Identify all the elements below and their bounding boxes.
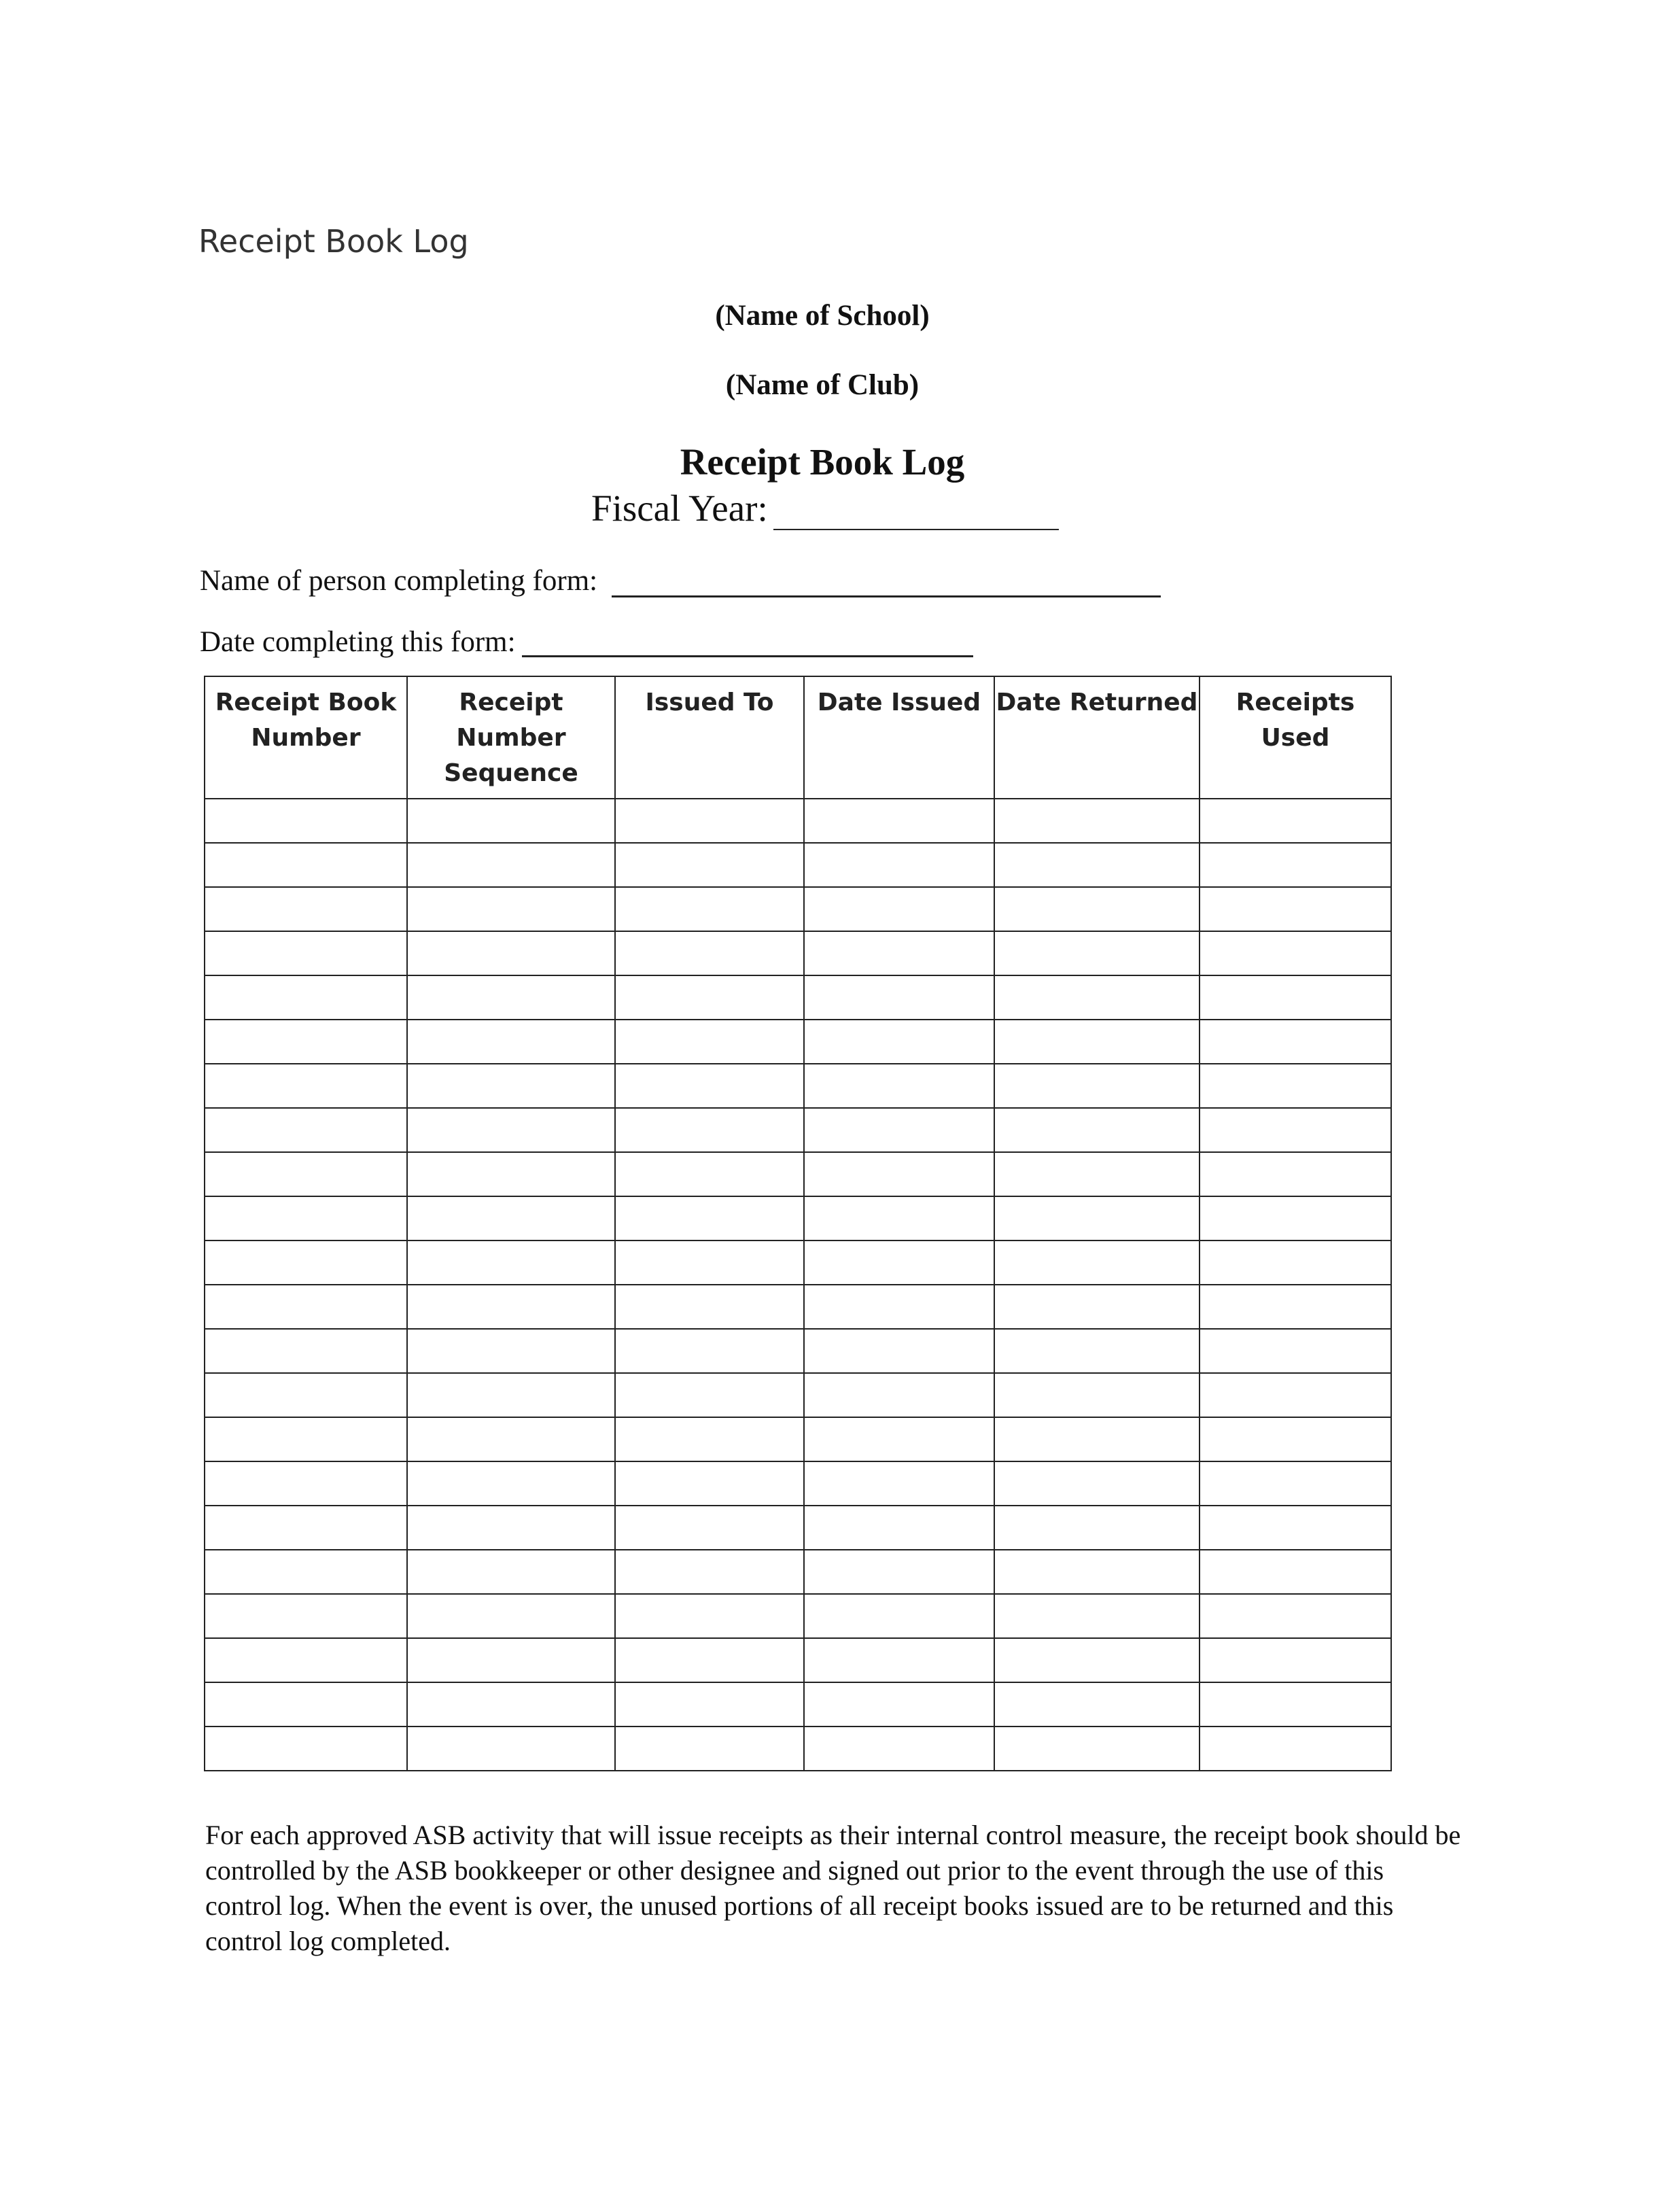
table-row <box>205 1329 1391 1373</box>
table-cell[interactable] <box>407 1506 615 1550</box>
receipt-log-table <box>204 676 1392 1771</box>
table-cell[interactable] <box>407 1152 615 1196</box>
table-cell[interactable] <box>804 931 994 975</box>
table-cell[interactable] <box>615 1417 804 1461</box>
table-cell[interactable] <box>804 1020 994 1064</box>
table-cell[interactable] <box>994 1064 1200 1108</box>
table-cell[interactable] <box>407 799 615 843</box>
table-cell[interactable] <box>407 975 615 1020</box>
table-cell[interactable] <box>205 843 407 887</box>
table-cell[interactable] <box>205 931 407 975</box>
table-cell[interactable] <box>804 1594 994 1638</box>
table-row <box>205 1241 1391 1285</box>
column-header-receipt-book-number: Receipt Book Number <box>205 676 407 799</box>
table-cell[interactable] <box>1200 887 1391 931</box>
table-row <box>205 1285 1391 1329</box>
table-cell[interactable] <box>1200 1241 1391 1285</box>
table-row <box>205 1550 1391 1594</box>
table-cell[interactable] <box>1200 1417 1391 1461</box>
table-cell[interactable] <box>1200 1285 1391 1329</box>
table-cell[interactable] <box>804 1461 994 1506</box>
table-cell[interactable] <box>205 1373 407 1417</box>
table-cell[interactable] <box>407 1241 615 1285</box>
table-cell[interactable] <box>407 1638 615 1682</box>
table-cell[interactable] <box>407 1020 615 1064</box>
date-completing-label: Date completing this form: <box>200 626 516 658</box>
table-cell[interactable] <box>804 1064 994 1108</box>
table-cell[interactable] <box>205 1196 407 1241</box>
table-row <box>205 887 1391 931</box>
table-cell[interactable] <box>205 1727 407 1771</box>
fiscal-year-label: Fiscal Year: <box>591 487 768 529</box>
table-cell[interactable] <box>205 1594 407 1638</box>
document-label: Receipt Book Log <box>198 223 469 260</box>
person-completing-label: Name of person completing form: <box>200 565 598 597</box>
table-cell[interactable] <box>804 1329 994 1373</box>
table-cell[interactable] <box>407 1064 615 1108</box>
table-cell[interactable] <box>205 1417 407 1461</box>
table-cell[interactable] <box>1200 1727 1391 1771</box>
table-cell[interactable] <box>205 1506 407 1550</box>
table-cell[interactable] <box>407 1461 615 1506</box>
column-header-issued-to: Issued To <box>615 676 804 799</box>
table-cell[interactable] <box>994 1241 1200 1285</box>
table-cell[interactable] <box>1200 1064 1391 1108</box>
table-cell[interactable] <box>994 1108 1200 1152</box>
table-cell[interactable] <box>205 1285 407 1329</box>
table-cell[interactable] <box>615 1108 804 1152</box>
table-cell[interactable] <box>205 1550 407 1594</box>
table-cell[interactable] <box>615 1682 804 1727</box>
table-cell[interactable] <box>804 1373 994 1417</box>
person-completing-field[interactable] <box>612 595 1161 597</box>
table-cell[interactable] <box>994 1594 1200 1638</box>
table-cell[interactable] <box>994 1461 1200 1506</box>
table-row <box>205 1108 1391 1152</box>
table-row <box>205 843 1391 887</box>
table-cell[interactable] <box>1200 1550 1391 1594</box>
table-row <box>205 799 1391 843</box>
table-cell[interactable] <box>994 1727 1200 1771</box>
table-row <box>205 1064 1391 1108</box>
table-cell[interactable] <box>205 1108 407 1152</box>
page-title: Receipt Book Log <box>680 441 965 483</box>
table-cell[interactable] <box>615 975 804 1020</box>
table-cell[interactable] <box>804 799 994 843</box>
table-cell[interactable] <box>994 843 1200 887</box>
table-cell[interactable] <box>205 1682 407 1727</box>
table-cell[interactable] <box>1200 799 1391 843</box>
table-cell[interactable] <box>804 1682 994 1727</box>
table-cell[interactable] <box>615 931 804 975</box>
table-cell[interactable] <box>1200 843 1391 887</box>
table-cell[interactable] <box>804 1241 994 1285</box>
table-cell[interactable] <box>615 1594 804 1638</box>
table-cell[interactable] <box>205 1241 407 1285</box>
table-cell[interactable] <box>205 1020 407 1064</box>
fiscal-year-field[interactable] <box>773 529 1059 530</box>
table-cell[interactable] <box>615 1241 804 1285</box>
table-cell[interactable] <box>615 1196 804 1241</box>
table-cell[interactable] <box>615 1020 804 1064</box>
table-cell[interactable] <box>994 1152 1200 1196</box>
table-cell[interactable] <box>994 1506 1200 1550</box>
table-cell[interactable] <box>615 1638 804 1682</box>
table-cell[interactable] <box>615 1461 804 1506</box>
table-cell[interactable] <box>205 975 407 1020</box>
table-cell[interactable] <box>615 1064 804 1108</box>
column-header-date-returned: Date Returned <box>994 676 1200 799</box>
table-row <box>205 1682 1391 1727</box>
club-name: (Name of Club) <box>725 369 920 401</box>
table-cell[interactable] <box>1200 1373 1391 1417</box>
table-cell[interactable] <box>615 887 804 931</box>
table-cell[interactable] <box>994 1020 1200 1064</box>
table-cell[interactable] <box>615 1152 804 1196</box>
table-cell[interactable] <box>615 799 804 843</box>
table-cell[interactable] <box>804 1108 994 1152</box>
table-cell[interactable] <box>1200 1638 1391 1682</box>
table-cell[interactable] <box>615 1373 804 1417</box>
table-cell[interactable] <box>1200 1329 1391 1373</box>
table-cell[interactable] <box>994 887 1200 931</box>
table-cell[interactable] <box>615 1506 804 1550</box>
table-cell[interactable] <box>615 1285 804 1329</box>
table-cell[interactable] <box>994 931 1200 975</box>
column-header-receipts-used: Receipts Used <box>1200 676 1391 799</box>
table-cell[interactable] <box>994 1329 1200 1373</box>
table-row <box>205 975 1391 1020</box>
table-cell[interactable] <box>205 1152 407 1196</box>
table-cell[interactable] <box>407 1285 615 1329</box>
table-cell[interactable] <box>407 1373 615 1417</box>
table-cell[interactable] <box>804 1152 994 1196</box>
table-cell[interactable] <box>994 1550 1200 1594</box>
table-cell[interactable] <box>407 1550 615 1594</box>
table-row <box>205 1594 1391 1638</box>
table-cell[interactable] <box>407 887 615 931</box>
table-cell[interactable] <box>994 1682 1200 1727</box>
table-cell[interactable] <box>1200 1152 1391 1196</box>
table-cell[interactable] <box>407 1108 615 1152</box>
table-row <box>205 1461 1391 1506</box>
table-cell[interactable] <box>804 1727 994 1771</box>
table-cell[interactable] <box>205 1064 407 1108</box>
table-cell[interactable] <box>1200 1594 1391 1638</box>
table-cell[interactable] <box>1200 931 1391 975</box>
table-cell[interactable] <box>205 1638 407 1682</box>
table-row <box>205 1417 1391 1461</box>
table-cell[interactable] <box>994 1417 1200 1461</box>
table-header-row <box>205 676 1391 799</box>
table-row <box>205 1152 1391 1196</box>
column-header-date-issued: Date Issued <box>804 676 994 799</box>
table-cell[interactable] <box>1200 975 1391 1020</box>
table-row <box>205 1727 1391 1771</box>
table-cell[interactable] <box>615 1727 804 1771</box>
table-cell[interactable] <box>407 1196 615 1241</box>
table-cell[interactable] <box>615 1550 804 1594</box>
table-cell[interactable] <box>994 975 1200 1020</box>
table-cell[interactable] <box>804 975 994 1020</box>
table-cell[interactable] <box>1200 1682 1391 1727</box>
table-cell[interactable] <box>994 1196 1200 1241</box>
table-cell[interactable] <box>205 887 407 931</box>
table-cell[interactable] <box>615 1329 804 1373</box>
table-cell[interactable] <box>205 1329 407 1373</box>
table-row <box>205 931 1391 975</box>
table-cell[interactable] <box>804 1506 994 1550</box>
table-cell[interactable] <box>1200 1020 1391 1064</box>
date-completing-field[interactable] <box>522 655 973 657</box>
table-cell[interactable] <box>407 1594 615 1638</box>
table-cell[interactable] <box>994 1285 1200 1329</box>
table-cell[interactable] <box>205 1461 407 1506</box>
table-row <box>205 1638 1391 1682</box>
table-cell[interactable] <box>804 1196 994 1241</box>
table-cell[interactable] <box>407 1329 615 1373</box>
table-cell[interactable] <box>205 799 407 843</box>
table-row <box>205 1196 1391 1241</box>
table-cell[interactable] <box>407 1682 615 1727</box>
table-cell[interactable] <box>804 1417 994 1461</box>
table-cell[interactable] <box>804 887 994 931</box>
instructions-paragraph: For each approved ASB activity that will issue receipts as their internal control measure, the receipt book should be controlled by the ASB bookkeeper or other designee and signed out prior to the event through the use of this control log. When the event is over, the unused portions of all receipt books issued are to be returned and this control log completed. <box>205 1820 1461 1956</box>
table-cell[interactable] <box>407 843 615 887</box>
table-cell[interactable] <box>994 799 1200 843</box>
table-cell[interactable] <box>804 843 994 887</box>
column-header-receipt-number-sequence: Receipt Number Sequence <box>407 676 615 799</box>
table-cell[interactable] <box>804 1285 994 1329</box>
table-cell[interactable] <box>1200 1506 1391 1550</box>
table-row <box>205 1506 1391 1550</box>
table-cell[interactable] <box>615 843 804 887</box>
table-row <box>205 1373 1391 1417</box>
table-cell[interactable] <box>407 931 615 975</box>
table-cell[interactable] <box>1200 1108 1391 1152</box>
table-cell[interactable] <box>804 1550 994 1594</box>
table-row <box>205 1020 1391 1064</box>
table-cell[interactable] <box>1200 1196 1391 1241</box>
table-cell[interactable] <box>407 1727 615 1771</box>
school-name: (Name of School) <box>715 300 930 332</box>
table-cell[interactable] <box>1200 1461 1391 1506</box>
table-cell[interactable] <box>407 1417 615 1461</box>
table-body <box>205 799 1391 1771</box>
table-cell[interactable] <box>994 1638 1200 1682</box>
table-cell[interactable] <box>994 1373 1200 1417</box>
table-cell[interactable] <box>804 1638 994 1682</box>
